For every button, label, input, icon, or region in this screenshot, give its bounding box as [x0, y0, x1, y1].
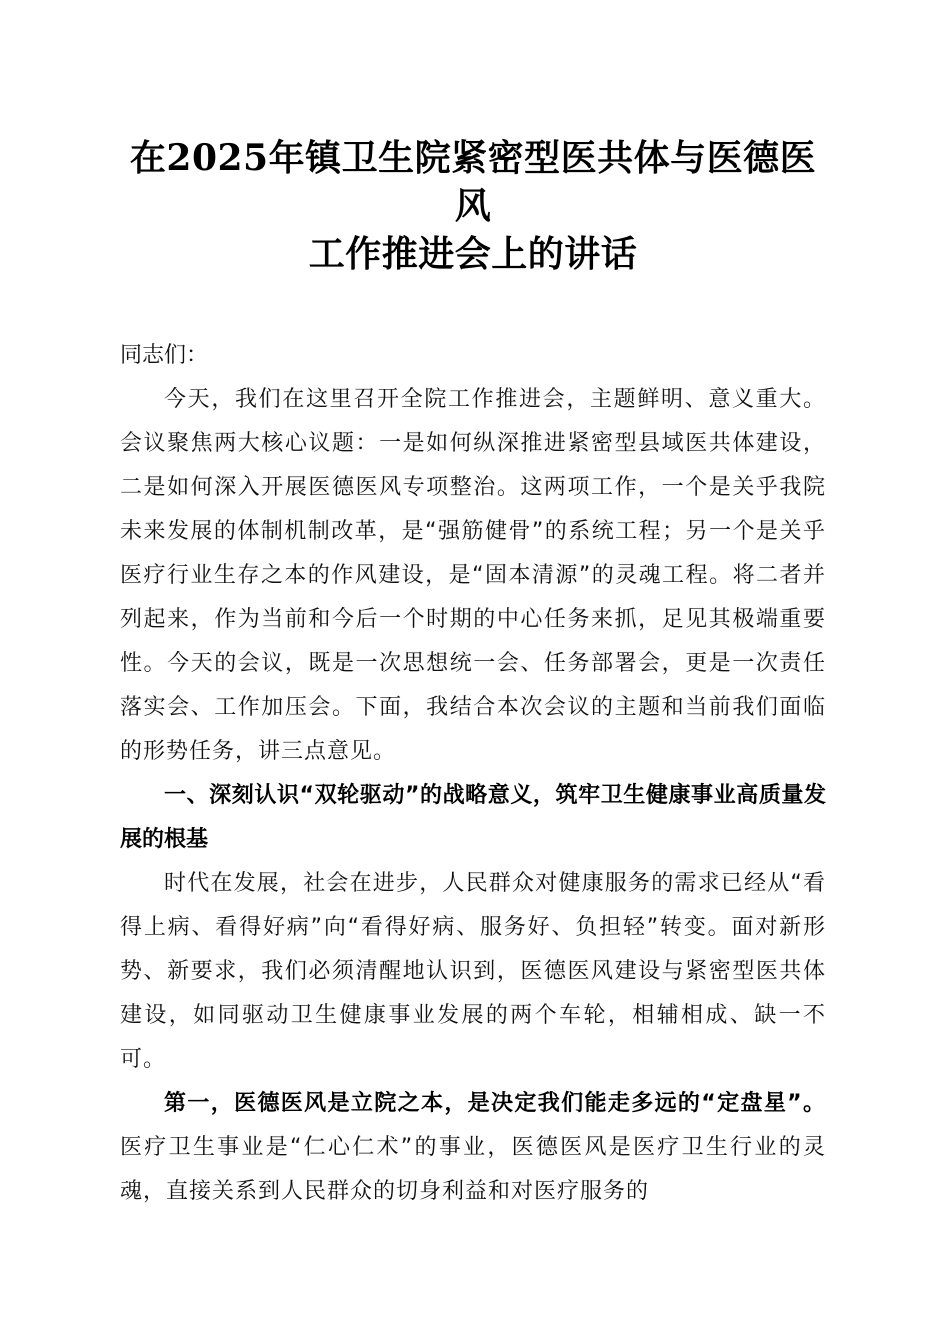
point-1-lead: 第一，医德医风是立院之本，是决定我们能走多远的“定盘星”。: [164, 1091, 826, 1116]
point-1-body: 医疗卫生事业是“仁心仁术”的事业，医德医风是医疗卫生行业的灵魂，直接关系到人民群众的切身利益和对医疗服务的: [120, 1135, 826, 1204]
salutation: 同志们：: [120, 343, 209, 368]
title-line-1: 在2025年镇卫生院紧密型医共体与医德医风: [129, 137, 817, 227]
section-1-paragraph: 时代在发展，社会在进步，人民群众对健康服务的需求已经从“看得上病、看得好病”向“看得好病、服务好、负担轻”转变。面对新形势、新要求，我们必须清醒地认识到，医德医风建设与紧密型医共体建设，如同驱动卫生健康事业发展的两个车轮，相辅相成、缺一不可。: [120, 871, 826, 1072]
title-line-2: 工作推进会上的讲话: [308, 233, 638, 275]
section-1-heading: 一、深刻认识“双轮驱动”的战略意义，筑牢卫生健康事业高质量发展的根基: [120, 783, 826, 852]
document-page: [120, 134, 826, 1214]
point-1-paragraph: [120, 1082, 826, 1214]
intro-paragraph: 今天，我们在这里召开全院工作推进会，主题鲜明、意义重大。会议聚焦两大核心议题：一是如何纵深推进紧密型县域医共体建设，二是如何深入开展医德医风专项整治。这两项工作，一个是关乎我院未来发展的体制机制改革，是“强筋健骨”的系统工程；另一个是关乎医疗行业生存之本的作风建设，是“固本清源”的灵魂工程。将二者并列起来，作为当前和今后一个时期的中心任务来抓，足见其极端重要性。今天的会议，既是一次思想统一会、任务部署会，更是一次责任落实会、工作加压会。下面，我结合本次会议的主题和当前我们面临的形势任务，讲三点意见。: [120, 387, 826, 764]
document-title: [120, 134, 826, 278]
